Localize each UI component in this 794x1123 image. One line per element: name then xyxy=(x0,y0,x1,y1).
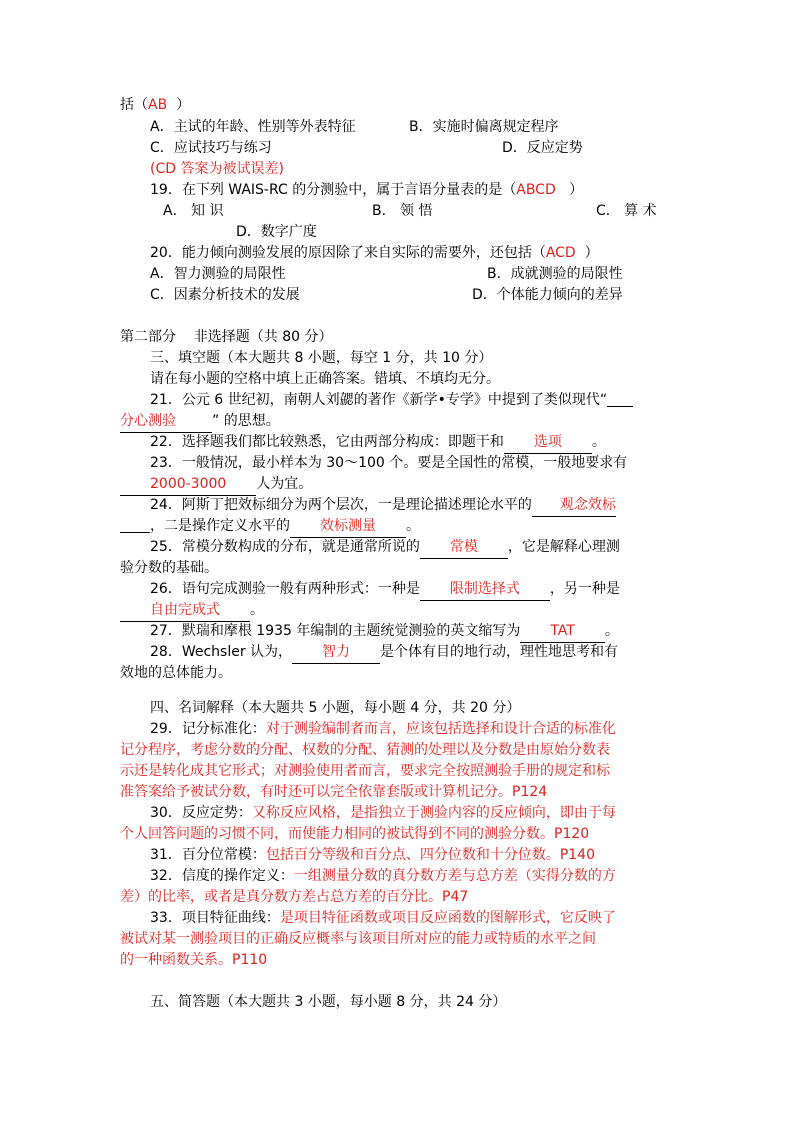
q20-answer: ACD xyxy=(545,245,576,261)
q23-stem: 23．一般情况，最小样本为 30～100 个。要是全国性的常模，一般地要求有 xyxy=(150,455,628,471)
q33-line-3: 的一种函数关系。P110 xyxy=(120,952,268,968)
q26-answer-1 xyxy=(420,579,550,601)
q29-line-1 xyxy=(150,719,616,740)
q19-option-b: B． 领 悟 xyxy=(372,203,433,219)
q27-stem xyxy=(150,621,619,642)
q31-line-1 xyxy=(150,845,595,866)
q27-text: 27．默瑞和摩根 1935 年编制的主题统觉测验的英文缩写为 xyxy=(150,623,521,639)
section4-heading: 四、名词解释（本大题共 5 小题，每小题 4 分，共 20 分） xyxy=(150,700,521,716)
q20-option-c: C．因素分析技术的发展 xyxy=(150,287,300,303)
q20-option-a: A．智力测验的局限性 xyxy=(150,266,286,282)
q24-answer-1 xyxy=(532,495,616,517)
q22-text: 22．选择题我们都比较熟悉，它由两部分构成：即题干和 xyxy=(150,434,504,450)
q26-text-mid: ，另一种是 xyxy=(549,581,620,597)
q22-answer xyxy=(504,432,592,454)
q27-text-end: 。 xyxy=(604,623,619,639)
q28-stem-cont: 效地的总体能力。 xyxy=(120,665,232,681)
q32-line-1 xyxy=(150,866,616,887)
q19-stem-close: ） xyxy=(555,182,584,198)
q24-blank-tail xyxy=(120,516,150,533)
q29-label: 29．记分标准化： xyxy=(150,721,266,737)
q33-label: 33．项目特征曲线： xyxy=(150,910,280,926)
q21-blank-start xyxy=(607,390,633,407)
q18-option-c: C．应试技巧与练习 xyxy=(150,140,272,156)
q31-label: 31．百分位常模： xyxy=(150,847,266,863)
q29-answer-1: 对于测验编制者而言，应该包括选择和设计合适的标准化 xyxy=(265,721,616,737)
section5-heading: 五、简答题（本大题共 3 小题，每小题 8 分，共 24 分） xyxy=(150,994,507,1010)
q20-stem-text: 20．能力倾向测验发展的原因除了来自实际的需要外，还包括（ xyxy=(150,245,546,261)
q18-note: (CD 答案为被试误差) xyxy=(150,161,284,177)
q26-text-end: 。 xyxy=(250,602,264,618)
q18-option-d: D．反应定势 xyxy=(502,140,583,156)
q25-text-end: ，它是解释心理测 xyxy=(507,539,620,555)
q27-answer xyxy=(520,621,605,643)
q32-label: 32．信度的操作定义： xyxy=(150,868,294,884)
q24-stem-cont xyxy=(120,516,420,537)
q33-answer-1: 是项目特征函数或项目反应函数的图解形式，它反映了 xyxy=(279,910,616,926)
q21-answer xyxy=(120,411,212,433)
q22-text-end: 。 xyxy=(591,434,606,450)
q26-text: 26．语句完成测验一般有两种形式：一种是 xyxy=(150,581,420,597)
q32-answer-1: 一组测量分数的真分数方差与总方差（实得分数的方 xyxy=(293,868,616,884)
part2-title: 第二部分 非选择题（共 80 分） xyxy=(120,329,333,345)
q25-stem xyxy=(150,537,620,558)
q21-text: 21．公元 6 世纪初，南朝人刘勰的著作《新学•专学》中提到了类似现代“ xyxy=(150,392,608,408)
q26-answer-2-text: 自由完成式 xyxy=(150,602,220,618)
q24-answer-1-text: 观念效标 xyxy=(559,497,616,513)
q30-label: 30．反应定势： xyxy=(150,805,252,821)
q24-stem xyxy=(150,495,616,516)
q27-answer-text: TAT xyxy=(550,623,575,639)
q19-answer: ABCD xyxy=(516,182,556,198)
q26-answer-2 xyxy=(120,600,250,622)
q24-text: 24．阿斯丁把效标细分为两个层次，一是理论描述理论水平的 xyxy=(150,497,532,513)
q28-text-end: 是个体有目的地行动，理性地思考和有 xyxy=(380,644,619,660)
q21-answer-text: 分心测验 xyxy=(120,413,176,429)
q18-stem-close: ） xyxy=(167,97,191,113)
q24-text-end: 。 xyxy=(406,518,420,534)
q28-answer-text: 智力 xyxy=(322,644,351,660)
q28-answer xyxy=(292,642,380,664)
q33-line-1 xyxy=(150,908,616,929)
q29-line-2: 记分程序，考虑分数的分配、权数的分配、猜测的处理以及分数是由原始分数表 xyxy=(120,742,610,758)
q32-line-2: 差）的比率，或者是真分数方差占总方差的百分比。P47 xyxy=(120,889,469,905)
q19-option-d: D．数字广度 xyxy=(236,224,317,240)
q18-stem-text: 括（ xyxy=(120,97,148,113)
q20-option-b: B．成就测验的局限性 xyxy=(487,266,623,282)
q25-answer xyxy=(420,537,508,559)
q26-stem-cont xyxy=(120,600,264,621)
q29-line-3: 示还是转化成其它形式；对测验使用者而言，要求完全按照测验手册的规定和标 xyxy=(120,763,610,779)
q18-answer: AB xyxy=(148,97,168,113)
q23-stem-cont xyxy=(120,474,312,495)
q18-option-b: B．实施时偏离规定程序 xyxy=(409,119,559,135)
q31-answer-1: 包括百分等级和百分点、四分位数和十分位数。P140 xyxy=(265,847,595,863)
q26-answer-1-text: 限制选择式 xyxy=(449,581,520,597)
q23-answer xyxy=(120,474,256,496)
q30-line-1 xyxy=(150,803,616,824)
q25-answer-text: 常模 xyxy=(449,539,478,555)
q25-stem-cont: 验分数的基础。 xyxy=(120,560,218,576)
q23-answer-text: 2000-3000 xyxy=(150,476,227,492)
q30-answer-1: 又称反应风格，是指独立于测验内容的反应倾向，即由于每 xyxy=(251,805,616,821)
q24-answer-2-text: 效标测量 xyxy=(320,518,376,534)
q29-line-4: 准答案给予被试分数，有时还可以完全依靠套版或计算机记分。P124 xyxy=(120,784,548,800)
q23-text-end: 人为宜。 xyxy=(256,476,313,492)
q21-text-end: ” 的思想。 xyxy=(212,413,280,429)
q24-text-mid: ，二是操作定义水平的 xyxy=(150,518,290,534)
q28-text: 28．Wechsler 认为， xyxy=(150,644,293,660)
q19-stem-text: 19．在下列 WAIS-RC 的分测验中，属于言语分量表的是（ xyxy=(150,182,517,198)
q22-stem xyxy=(150,432,606,453)
section3-heading: 三、填空题（本大题共 8 小题，每空 1 分，共 10 分） xyxy=(150,350,493,366)
q21-stem xyxy=(150,390,633,411)
q19-stem xyxy=(150,180,583,201)
q21-stem-cont xyxy=(120,411,280,432)
q33-line-2: 被试对某一测验项目的正确反应概率与该项目所对应的能力或特质的水平之间 xyxy=(120,931,596,947)
q22-answer-text: 选项 xyxy=(533,434,562,450)
q20-stem xyxy=(150,243,599,264)
q19-option-a: A． 知 识 xyxy=(163,203,224,219)
q25-text: 25．常模分数构成的分布，就是通常所说的 xyxy=(150,539,420,555)
q18-stem xyxy=(120,95,190,116)
q26-stem xyxy=(150,579,620,600)
q28-stem xyxy=(150,642,618,663)
q24-answer-2 xyxy=(290,516,406,538)
section3-instruction: 请在每小题的空格中填上正确答案。错填、不填均无分。 xyxy=(150,371,500,387)
q20-stem-close: ） xyxy=(575,245,599,261)
q19-option-c: C． 算 术 xyxy=(596,203,657,219)
q18-option-a: A．主试的年龄、性别等外表特征 xyxy=(150,119,356,135)
q30-line-2: 个人回答问题的习惯不同，而使能力相同的被试得到不同的测验分数。P120 xyxy=(120,826,590,842)
q20-option-d: D．个体能力倾向的差异 xyxy=(472,287,623,303)
